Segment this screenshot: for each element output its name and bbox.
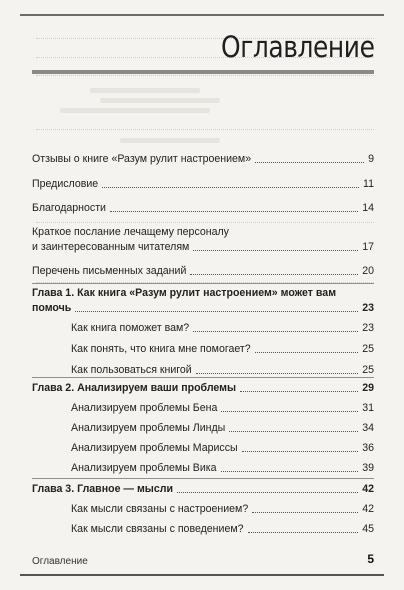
dot-leader — [248, 532, 359, 533]
chapter-title: помочь — [32, 302, 72, 314]
chapter-page: 42 — [362, 483, 374, 495]
toc-subentry[interactable] — [71, 522, 374, 536]
toc-subentry-page: 42 — [362, 503, 374, 515]
toc-subentry-page: 45 — [362, 523, 374, 535]
toc-subentry[interactable] — [71, 401, 374, 415]
toc-entry-page: 14 — [362, 202, 374, 214]
toc-entry-title: и заинтересованным читателям — [32, 241, 190, 253]
toc-subentry[interactable] — [71, 321, 374, 335]
toc-entry[interactable] — [32, 177, 374, 191]
toc-subentry[interactable] — [71, 461, 374, 475]
running-footer: Оглавление — [32, 556, 88, 567]
toc-subentry[interactable] — [71, 342, 374, 356]
toc-entry-page: 17 — [362, 241, 374, 253]
toc-subentry-title: Как книга поможет вам? — [71, 322, 190, 334]
toc-subentry-page: 36 — [362, 442, 374, 454]
top-rule — [20, 14, 384, 16]
chapter-page: 23 — [362, 302, 374, 314]
title-rule — [32, 70, 374, 74]
toc-subentry-page: 39 — [362, 462, 374, 474]
toc-subentry-title: Анализируем проблемы Мариссы — [71, 442, 238, 454]
toc-entry[interactable] — [32, 152, 374, 166]
chapter-title: Глава 3. Главное — мысли — [32, 483, 173, 495]
toc-entry[interactable] — [32, 201, 374, 215]
toc-subentry[interactable] — [71, 502, 374, 516]
dot-leader — [229, 431, 358, 432]
dot-leader — [196, 373, 358, 374]
toc-entry-title-line1: Краткое послание лечащему персоналу — [32, 226, 229, 238]
toc-entry-title: Отзывы о книге «Разум рулит настроением» — [32, 153, 252, 165]
toc-subentry-title: Анализируем проблемы Вика — [71, 462, 217, 474]
toc-subentry[interactable] — [71, 421, 374, 435]
toc-entry-title: Благодарности — [32, 202, 106, 214]
chapter-entry-3[interactable] — [32, 482, 374, 496]
dot-leader — [242, 451, 359, 452]
dot-leader — [255, 352, 359, 353]
toc-subentry-title: Анализируем проблемы Линды — [71, 422, 226, 434]
toc-subentry-page: 23 — [362, 322, 374, 334]
toc-subentry-title: Как мысли связаны с настроением? — [71, 503, 249, 515]
chapter-entry-1[interactable] — [32, 301, 374, 315]
section-divider — [32, 478, 374, 479]
dot-leader — [193, 250, 358, 251]
dot-leader — [221, 411, 358, 412]
toc-entry-page: 20 — [362, 265, 374, 277]
dot-leader — [193, 331, 358, 332]
toc-entry-page: 11 — [363, 178, 374, 190]
toc-subentry-title: Как мысли связаны с поведением? — [71, 523, 244, 535]
toc-entry-page: 9 — [368, 153, 374, 165]
toc-subentry-page: 34 — [362, 422, 374, 434]
dot-leader — [190, 274, 358, 275]
toc-entry[interactable] — [32, 264, 374, 278]
dot-leader — [110, 211, 358, 212]
toc-subentry-page: 25 — [362, 364, 374, 376]
toc-entry[interactable] — [32, 240, 374, 254]
toc-entry-title: Перечень письменных заданий — [32, 265, 187, 277]
dot-leader — [102, 187, 359, 188]
chapter-title: Глава 2. Анализируем ваши проблемы — [32, 382, 237, 394]
dot-leader — [252, 512, 358, 513]
chapter-entry-2[interactable] — [32, 381, 374, 395]
dot-leader — [177, 492, 358, 493]
chapter-page: 29 — [362, 382, 374, 394]
toc-subentry-page: 31 — [362, 402, 374, 414]
toc-subentry-title: Анализируем проблемы Бена — [71, 402, 218, 414]
toc-subentry[interactable] — [71, 441, 374, 455]
dot-leader — [255, 162, 364, 163]
page-title: Оглавление — [220, 30, 374, 64]
chapter-title-line1: Глава 1. Как книга «Разум рулит настроением» может вам — [32, 287, 337, 299]
toc-subentry-page: 25 — [362, 343, 374, 355]
page-number: 5 — [367, 552, 374, 566]
toc-subentry[interactable] — [71, 363, 374, 377]
dot-leader — [75, 311, 358, 312]
dot-leader — [221, 471, 359, 472]
toc-subentry-title: Как пользоваться книгой — [71, 364, 192, 376]
toc-entry-title: Предисловие — [32, 178, 99, 190]
dot-leader — [240, 391, 358, 392]
section-divider — [32, 283, 374, 284]
section-divider — [32, 377, 374, 378]
toc-subentry-title: Как понять, что книга мне помогает? — [71, 343, 251, 355]
footer-rule — [20, 574, 384, 576]
